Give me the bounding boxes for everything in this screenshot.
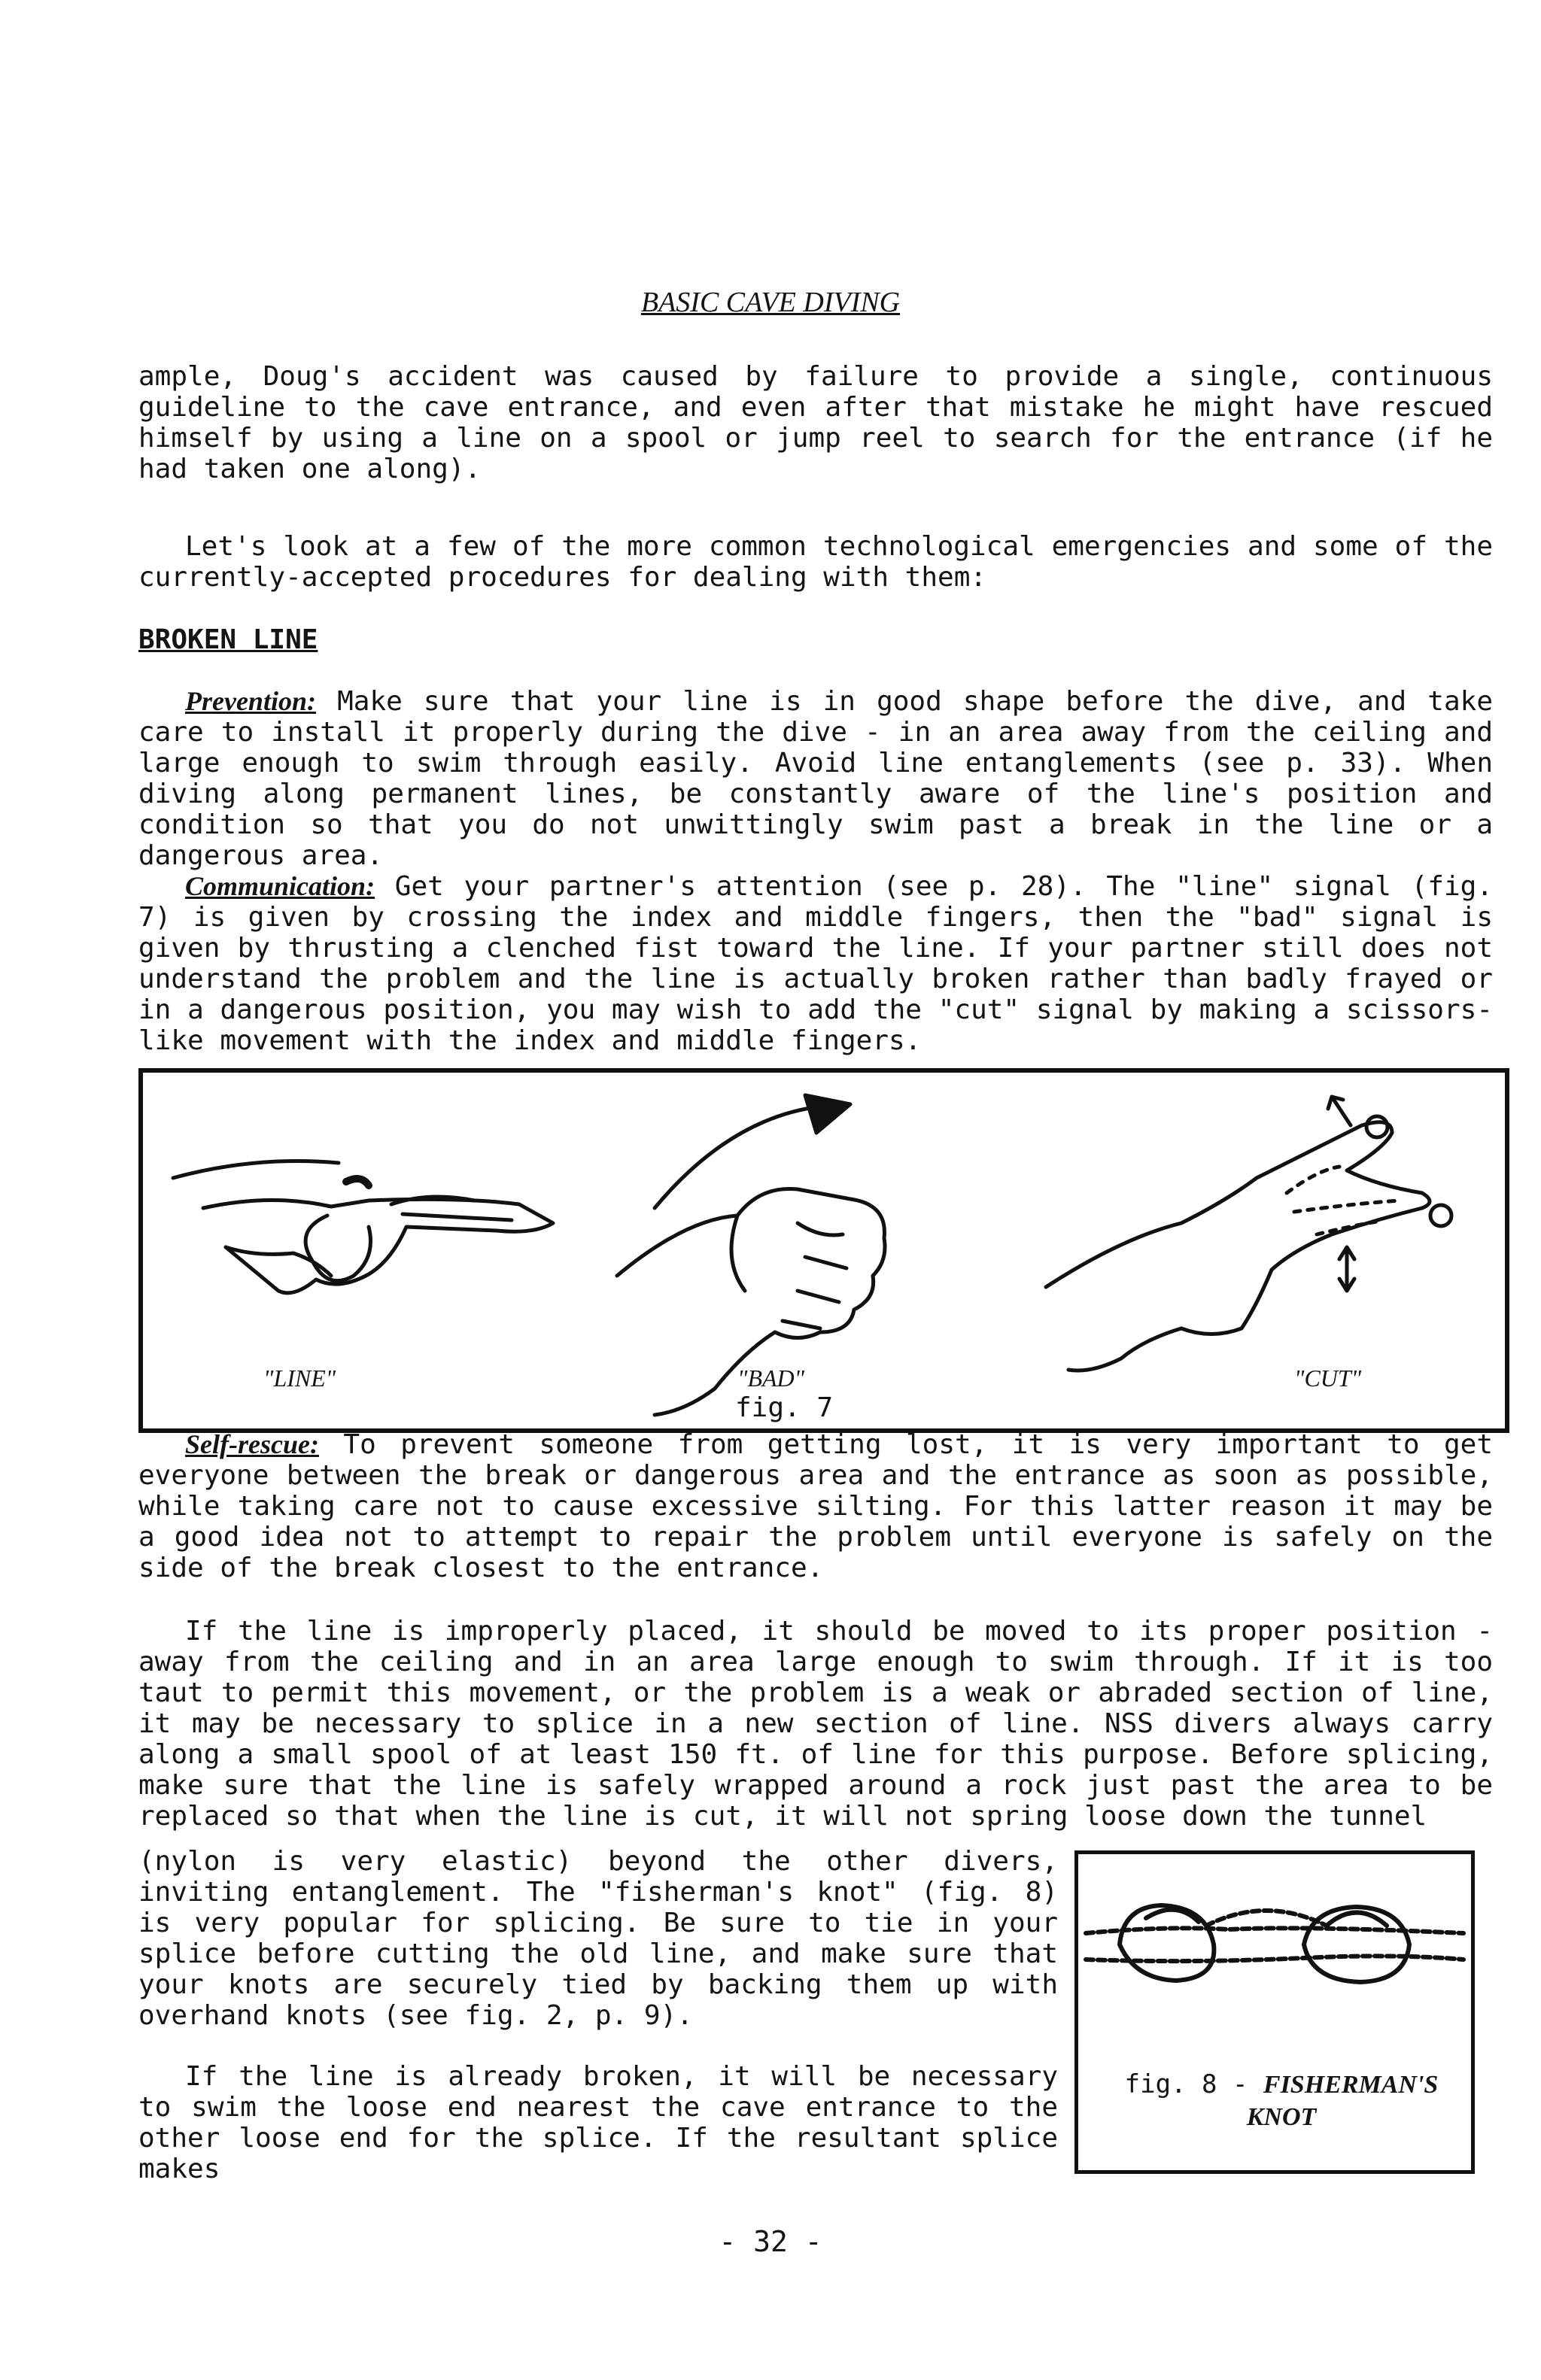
prevention-label: Prevention: (185, 686, 316, 716)
communication-text: Get your partner's attention (see p. 28). The "line" signal (fig. 7) is given by crossing the index and middle fingers, then the "bad" signal is given by thrusting a clenched fist toward the line. If your partner still does not understand the problem and the line is actually broken rather than badly frayed or in a dangerous position, you may wish to add the "cut" signal by making a scissors-like movement with the index and middle fingers. (138, 871, 1493, 1056)
cut-signal-label: "CUT" (1294, 1365, 1362, 1392)
running-head: BASIC CAVE DIVING (640, 287, 901, 318)
prevention-text: Make sure that your line is in good shape before the dive, and take care to install it properly during the dive - in an area away from the ceiling and large enough to swim through easily. Avoid line entanglements (see p. 33). When diving along permanent lines, be constantly aware of the line's position and condition so that you do not unwittingly swim past a break in the line or a dangerous area. (138, 686, 1493, 871)
line-signal-label: "LINE" (263, 1365, 336, 1392)
section-heading: BROKEN LINE (138, 624, 318, 655)
paragraph-broken-line: If the line is already broken, it will be necessary to swim the loose end nearest the cave entrance to the other loose end for the splice. If the resultant splice makes (138, 2061, 1058, 2184)
figure-8-caption-title: FISHERMAN'S KNOT (1246, 2071, 1439, 2131)
cut-signal-hand-icon (1046, 1097, 1451, 1371)
figure-8-fishermans-knot (1074, 1850, 1475, 2174)
figure-7-caption: fig. 7 (735, 1392, 834, 1423)
paragraph-prevention (138, 686, 1493, 871)
paragraph-continuation: ample, Doug's accident was caused by failure to provide a single, continuous guideline to the cave entrance, and even after that mistake he might have rescued himself by using a line on a spool or jump reel to search for the entrance (if he had taken one along). (138, 361, 1493, 484)
fishermans-knot-icon (1078, 1854, 1471, 2050)
paragraph-intro: Let's look at a few of the more common technological emergencies and some of the currently-accepted procedures for dealing with them: (138, 531, 1493, 593)
bad-signal-label: "BAD" (737, 1365, 805, 1392)
self-rescue-label: Self-rescue: (185, 1429, 319, 1459)
paragraph-improper-line: If the line is improperly placed, it should be moved to its proper position - away from the ceiling and in an area large enough to swim through. If it is too taut to permit this movement, or the problem is a weak or abraded section of line, it may be necessary to splice in a new section of line. NSS divers always carry along a small spool of at least 150 ft. of line for this purpose. Before splicing, make sure that the line is safely wrapped around a rock just past the area to be replaced so that when the line is cut, it will not spring loose down the tunnel (138, 1616, 1493, 1832)
line-signal-hand-icon (173, 1161, 553, 1293)
self-rescue-text: To prevent someone from getting lost, it is very important to get everyone between the break or dangerous area and the entrance as soon as possible, while taking care not to cause excessive silting. For this latter reason it may be a good idea not to attempt to repair the problem until everyone is safely on the side of the break closest to the entrance. (138, 1429, 1493, 1583)
figure-8-caption (1101, 2069, 1462, 2133)
paragraph-self-rescue (138, 1429, 1493, 1583)
figure-7-hand-signals (138, 1068, 1509, 1433)
paragraph-communication (138, 871, 1493, 1056)
communication-label: Communication: (185, 871, 375, 901)
paragraph-improper-line-continued: (nylon is very elastic) beyond the other divers, inviting entanglement. The "fisherman's knot" (fig. 8) is very popular for splicing. Be sure to tie in your splice before cutting the old line, and make sure that your knots are securely tied by backing them up with overhand knots (see fig. 2, p. 9). (138, 1846, 1058, 2031)
figure-8-caption-prefix: fig. 8 - (1124, 2069, 1263, 2099)
page-number: - 32 - (719, 2225, 822, 2258)
